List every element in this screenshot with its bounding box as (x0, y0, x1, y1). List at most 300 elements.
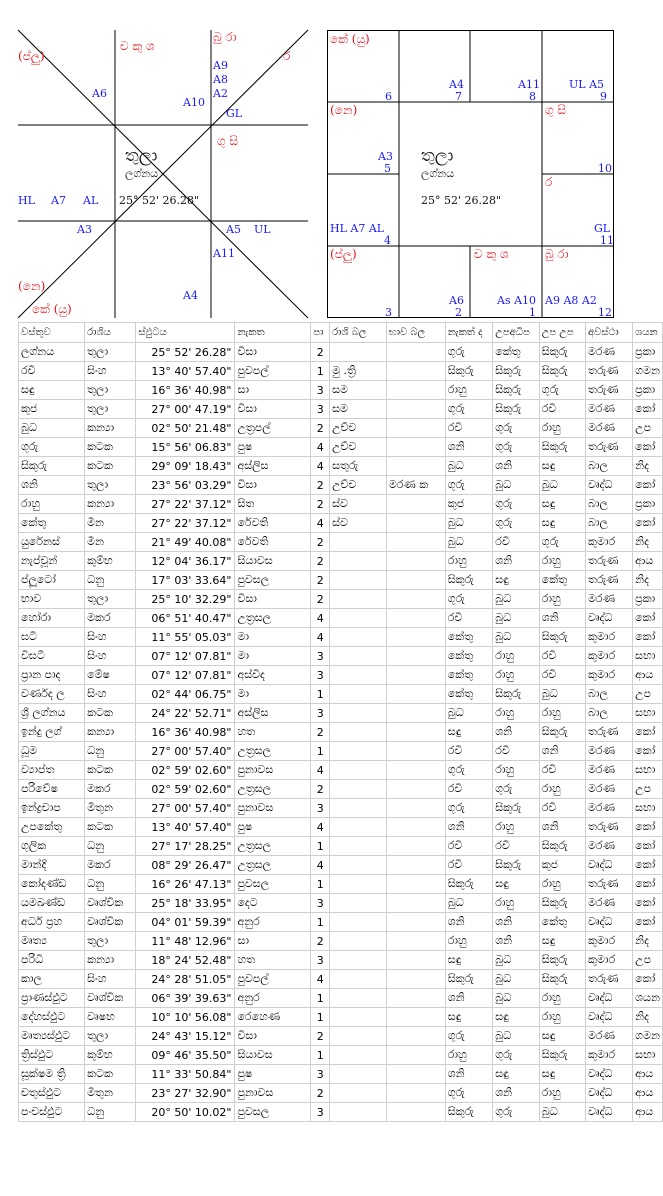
cell-sub-lord: සඳු (493, 875, 540, 894)
cell-object: ඝටි (19, 628, 85, 647)
cell-pada: 1 (311, 989, 330, 1008)
cell-rasi-bala: සම (330, 400, 387, 419)
cell-bhava-bala (386, 761, 445, 780)
cell-avastha: කුමාර (586, 932, 633, 951)
table-row (19, 837, 663, 856)
cell-avastha: තරුණ (586, 970, 633, 989)
south-center-sign: තුලා (421, 146, 454, 166)
header-pada: පා (311, 323, 330, 343)
cell-sign: ධනු (85, 1103, 136, 1122)
cell-sub-lord: බුධ (493, 970, 540, 989)
cell-shayana: නිද (633, 571, 663, 590)
table-row (19, 438, 663, 457)
cell-avastha: තරුණ (586, 381, 633, 400)
cell-longitude: 09° 46' 35.50" (136, 1046, 235, 1065)
cell-sign: මකර (85, 609, 136, 628)
header-nakshatra: නැකත (235, 323, 311, 343)
cell-longitude: 02° 59' 02.60" (136, 761, 235, 780)
cell-bhava-bala (386, 1027, 445, 1046)
cell-avastha: තරුණ (586, 818, 633, 837)
cell-sub-sub-lord: රාහු (539, 1084, 585, 1103)
cell-rasi-bala (330, 913, 387, 932)
cell-sign: තුලා (85, 590, 136, 609)
cell-shayana: සභා (633, 761, 663, 780)
cell-nakshatra: මා (235, 628, 311, 647)
table-body (19, 343, 663, 1122)
cell-object: ප්ලූටෝ (19, 571, 85, 590)
cell-sub-sub-lord: සිකුරු (539, 723, 585, 742)
cell-avastha: මරණ (586, 400, 633, 419)
cell-nakshatra-lord: ගුරු (445, 476, 492, 495)
cell-sub-lord: රවි (493, 533, 540, 552)
cell-shayana: උප (633, 685, 663, 704)
cell-object: නැප්චූන් (19, 552, 85, 571)
table-row (19, 476, 663, 495)
header-sign: රාශිය (85, 323, 136, 343)
cell-avastha: කුමාර (586, 1046, 633, 1065)
table-row (19, 495, 663, 514)
cell-nakshatra-lord: ශනි (445, 818, 492, 837)
cell-nakshatra-lord: සිකුරු (445, 362, 492, 381)
cell-rasi-bala: උච්ච (330, 438, 387, 457)
cell-avastha: බාල (586, 704, 633, 723)
cell-longitude: 27° 00' 57.40" (136, 799, 235, 818)
table-row (19, 704, 663, 723)
cell-sub-sub-lord: සිකුරු (539, 362, 585, 381)
table-row (19, 875, 663, 894)
cell-pada: 2 (311, 419, 330, 438)
cell-nakshatra: පුනාවස (235, 761, 311, 780)
cell-sign: මිතුන (85, 1084, 136, 1103)
cell-nakshatra-lord: රාහු (445, 932, 492, 951)
cell-bhava-bala (386, 837, 445, 856)
cell-nakshatra-lord: සිකුරු (445, 970, 492, 989)
cell-object: උපකේතු (19, 818, 85, 837)
cell-nakshatra-lord: බුධ (445, 457, 492, 476)
cell-sign: සිංහ (85, 628, 136, 647)
cell-avastha: කුමාර (586, 666, 633, 685)
cell-rasi-bala (330, 1084, 387, 1103)
south-label-house-12: 12 (598, 306, 612, 319)
cell-nakshatra-lord: සිකුරු (445, 1103, 492, 1122)
cell-bhava-bala (386, 989, 445, 1008)
cell-sub-sub-lord: රාහු (539, 552, 585, 571)
cell-bhava-bala (386, 742, 445, 761)
cell-object: යමඛණ්ඩ (19, 894, 85, 913)
cell-object: ගුලික (19, 837, 85, 856)
cell-pada: 2 (311, 1027, 330, 1046)
cell-avastha: මරණ (586, 1027, 633, 1046)
cell-avastha: මරණ (586, 761, 633, 780)
cell-sub-sub-lord: ශනි (539, 609, 585, 628)
south-label-house-4: 4 (384, 234, 391, 247)
cell-pada: 4 (311, 457, 330, 476)
cell-pada: 1 (311, 362, 330, 381)
cell-pada: 2 (311, 571, 330, 590)
header-nakshatra-lord: නැකත් ද (445, 323, 492, 343)
cell-longitude: 27° 00' 47.19" (136, 400, 235, 419)
cell-shayana: සභා (633, 704, 663, 723)
header-object: වස්තුව (19, 323, 85, 343)
cell-sub-lord: සිකුරු (493, 685, 540, 704)
cell-sub-lord: ගුරු (493, 514, 540, 533)
cell-sub-sub-lord: කුජ (539, 856, 585, 875)
cell-object: ශනි (19, 476, 85, 495)
cell-pada: 3 (311, 647, 330, 666)
cell-rasi-bala (330, 1027, 387, 1046)
north-label-a7: A7 (51, 194, 66, 207)
cell-sub-lord: ගුරු (493, 419, 540, 438)
cell-pada: 2 (311, 780, 330, 799)
cell-pada: 3 (311, 894, 330, 913)
table-row (19, 1065, 663, 1084)
cell-sign: කටක (85, 1065, 136, 1084)
cell-object: පරිවේෂ (19, 780, 85, 799)
cell-nakshatra: අස්විද (235, 666, 311, 685)
cell-shayana: කෝ (633, 723, 663, 742)
north-label-a8: A8 (213, 73, 228, 86)
cell-shayana: කෝ (633, 875, 663, 894)
cell-sub-lord: ශනි (493, 1084, 540, 1103)
cell-object: ලග්නය (19, 343, 85, 362)
cell-sub-sub-lord: සිකුරු (539, 438, 585, 457)
cell-sub-sub-lord: ගුරු (539, 381, 585, 400)
cell-sub-sub-lord: සිකුරු (539, 628, 585, 647)
cell-object: විඝටි (19, 647, 85, 666)
cell-sign: කන්‍යා (85, 419, 136, 438)
cell-nakshatra: පුවසල (235, 571, 311, 590)
cell-nakshatra-lord: ශනි (445, 913, 492, 932)
cell-rasi-bala (330, 761, 387, 780)
cell-pada: 1 (311, 837, 330, 856)
cell-nakshatra-lord: රවි (445, 419, 492, 438)
cell-rasi-bala: ස්ව (330, 514, 387, 533)
south-label-house-11: 11 (600, 234, 614, 247)
cell-pada: 4 (311, 609, 330, 628)
cell-avastha: වෘද්ධ (586, 1008, 633, 1027)
cell-sub-lord: සිකුරු (493, 400, 540, 419)
cell-nakshatra-lord: ශනි (445, 1065, 492, 1084)
cell-rasi-bala (330, 1103, 387, 1122)
table-row (19, 1046, 663, 1065)
cell-shayana: සභා (633, 799, 663, 818)
table-row (19, 932, 663, 951)
table-header-row (19, 323, 663, 343)
cell-nakshatra-lord: ගුරු (445, 799, 492, 818)
cell-rasi-bala (330, 723, 387, 742)
cell-longitude: 16° 26' 47.13" (136, 875, 235, 894)
cell-sub-lord: සඳු (493, 1065, 540, 1084)
cell-sub-lord: ශනි (493, 913, 540, 932)
cell-bhava-bala (386, 1084, 445, 1103)
cell-avastha: තරුණ (586, 723, 633, 742)
north-label-va-ku-sha: ච කු ශ (120, 39, 155, 53)
cell-nakshatra-lord: සඳු (445, 723, 492, 742)
table-row (19, 951, 663, 970)
cell-sub-lord: බුධ (493, 951, 540, 970)
cell-longitude: 24° 28' 51.05" (136, 970, 235, 989)
cell-bhava-bala (386, 780, 445, 799)
cell-object: රාහු (19, 495, 85, 514)
cell-longitude: 07° 12' 07.81" (136, 666, 235, 685)
table-row (19, 685, 663, 704)
cell-sub-lord: ගුරු (493, 495, 540, 514)
cell-nakshatra-lord: ශනි (445, 438, 492, 457)
cell-avastha: මරණ (586, 419, 633, 438)
cell-longitude: 02° 59' 02.60" (136, 780, 235, 799)
south-label-house-5: 5 (384, 162, 391, 175)
table-row (19, 628, 663, 647)
table-row (19, 552, 663, 571)
cell-nakshatra: අස්ලිස (235, 704, 311, 723)
cell-nakshatra-lord: රාහු (445, 381, 492, 400)
cell-pada: 4 (311, 856, 330, 875)
cell-bhava-bala (386, 875, 445, 894)
cell-sign: කටක (85, 818, 136, 837)
cell-object: සඳු (19, 381, 85, 400)
north-label-ke-ya: කේ (යු) (32, 302, 72, 316)
south-label-a9-a8-a2: A9 A8 A2 (545, 294, 597, 307)
cell-bhava-bala (386, 913, 445, 932)
cell-sign: කුම්භ (85, 552, 136, 571)
cell-rasi-bala (330, 628, 387, 647)
cell-rasi-bala (330, 837, 387, 856)
cell-sub-lord: ශනි (493, 457, 540, 476)
cell-sub-sub-lord: රාහු (539, 780, 585, 799)
cell-rasi-bala: උච්ච (330, 476, 387, 495)
cell-nakshatra: පුෂ (235, 438, 311, 457)
cell-sub-sub-lord: රවි (539, 761, 585, 780)
table-row (19, 1008, 663, 1027)
cell-nakshatra-lord: කේතු (445, 666, 492, 685)
cell-nakshatra: විසා (235, 590, 311, 609)
cell-sub-sub-lord: රාහු (539, 875, 585, 894)
cell-nakshatra: සා (235, 932, 311, 951)
cell-shayana: කෝ (633, 970, 663, 989)
cell-object: ව්‍යාප්ත (19, 761, 85, 780)
cell-avastha: කුමාර (586, 647, 633, 666)
cell-shayana: කෝ (633, 400, 663, 419)
cell-object: බුධ (19, 419, 85, 438)
cell-object: මෘත්‍ය (19, 932, 85, 951)
north-label-a2: A2 (213, 87, 228, 100)
south-label-bu-ra: බු රා (545, 247, 569, 261)
cell-sub-lord: සිකුරු (493, 856, 540, 875)
cell-nakshatra-lord: බුධ (445, 533, 492, 552)
south-chart-lines (0, 0, 663, 320)
cell-longitude: 17° 03' 33.64" (136, 571, 235, 590)
cell-rasi-bala (330, 894, 387, 913)
north-center-sign: තුලා (125, 146, 158, 166)
table-row (19, 590, 663, 609)
cell-longitude: 04° 01' 59.39" (136, 913, 235, 932)
cell-pada: 1 (311, 742, 330, 761)
cell-bhava-bala (386, 1065, 445, 1084)
north-label-ra-corner: ර (283, 49, 291, 63)
cell-longitude: 27° 22' 37.12" (136, 514, 235, 533)
cell-bhava-bala (386, 457, 445, 476)
cell-rasi-bala: ස්ව (330, 495, 387, 514)
cell-sign: තුලා (85, 932, 136, 951)
cell-shayana: ගමන (633, 362, 663, 381)
cell-nakshatra: උත්‍රපල් (235, 419, 311, 438)
cell-longitude: 24° 22' 52.71" (136, 704, 235, 723)
cell-bhava-bala (386, 533, 445, 552)
cell-sub-sub-lord: රාහු (539, 1008, 585, 1027)
cell-bhava-bala (386, 609, 445, 628)
north-center-label: ලග්නය (125, 167, 159, 180)
cell-nakshatra-lord: රවි (445, 780, 492, 799)
cell-sub-lord: රවි (493, 837, 540, 856)
table-row (19, 647, 663, 666)
cell-sign: තුලා (85, 1027, 136, 1046)
header-longitude: ස්ඵුටය (136, 323, 235, 343)
cell-nakshatra: පුවසල (235, 1103, 311, 1122)
cell-sub-sub-lord: සඳු (539, 495, 585, 514)
cell-avastha: වෘද්ධ (586, 609, 633, 628)
cell-rasi-bala (330, 856, 387, 875)
cell-bhava-bala (386, 590, 445, 609)
cell-sub-lord: ගුරු (493, 438, 540, 457)
cell-avastha: බාල (586, 495, 633, 514)
table-row (19, 400, 663, 419)
cell-shayana: කෝ (633, 514, 663, 533)
cell-sub-sub-lord: රවි (539, 647, 585, 666)
south-label-a6: A6 (449, 294, 464, 307)
cell-longitude: 10° 10' 56.08" (136, 1008, 235, 1027)
cell-sub-lord: බුධ (493, 609, 540, 628)
cell-nakshatra: සියාවස (235, 552, 311, 571)
cell-sub-sub-lord: බුධ (539, 685, 585, 704)
cell-nakshatra: අනුර (235, 989, 311, 1008)
cell-nakshatra: සියාවස (235, 1046, 311, 1065)
south-label-as-a10: As A10 (497, 294, 537, 307)
cell-sign: වෘෂභ (85, 1008, 136, 1027)
cell-object: කේතු (19, 514, 85, 533)
cell-sub-lord: ශනි (493, 932, 540, 951)
cell-sub-lord: රාහු (493, 666, 540, 685)
cell-sub-lord: බුධ (493, 1027, 540, 1046)
cell-nakshatra: හත (235, 951, 311, 970)
cell-sub-lord: සිකුරු (493, 362, 540, 381)
cell-sub-lord: රාහු (493, 761, 540, 780)
cell-sign: සිංහ (85, 970, 136, 989)
cell-nakshatra: සිත (235, 495, 311, 514)
cell-sign: මීන (85, 514, 136, 533)
cell-pada: 4 (311, 818, 330, 837)
cell-nakshatra: අස්ලිස (235, 457, 311, 476)
cell-nakshatra: උත්‍රසල (235, 780, 311, 799)
cell-longitude: 20° 50' 10.02" (136, 1103, 235, 1122)
cell-nakshatra: පුවසල (235, 875, 311, 894)
cell-bhava-bala (386, 799, 445, 818)
south-label-va-ku-sha: ච කු ශ (474, 247, 509, 261)
cell-nakshatra: හත (235, 723, 311, 742)
cell-nakshatra-lord: ගුරු (445, 590, 492, 609)
cell-nakshatra: රෙහෙණ (235, 1008, 311, 1027)
north-label-ul: UL (254, 223, 271, 236)
south-label-house-7: 7 (455, 90, 462, 103)
cell-nakshatra-lord: ගුරු (445, 1027, 492, 1046)
cell-object: ධූම (19, 742, 85, 761)
cell-sub-sub-lord: ශනි (539, 818, 585, 837)
table-row (19, 362, 663, 381)
cell-bhava-bala (386, 1103, 445, 1122)
cell-object: අර්ධ ප්‍රහ (19, 913, 85, 932)
cell-longitude: 11° 33' 50.84" (136, 1065, 235, 1084)
cell-sub-lord: සඳු (493, 571, 540, 590)
cell-sub-lord: බුධ (493, 989, 540, 1008)
cell-nakshatra: විසා (235, 476, 311, 495)
cell-longitude: 27° 00' 57.40" (136, 742, 235, 761)
cell-nakshatra-lord: රාහු (445, 552, 492, 571)
cell-pada: 4 (311, 514, 330, 533)
cell-pada: 4 (311, 761, 330, 780)
cell-sub-sub-lord: සිකුරු (539, 970, 585, 989)
cell-sub-sub-lord: සඳු (539, 457, 585, 476)
cell-pada: 2 (311, 932, 330, 951)
cell-shayana: ශයන (633, 989, 663, 1008)
cell-nakshatra-lord: රවි (445, 609, 492, 628)
cell-object: ශ්‍රී ලග්නය (19, 704, 85, 723)
cell-pada: 1 (311, 1008, 330, 1027)
cell-sub-sub-lord: සඳු (539, 932, 585, 951)
cell-sub-lord: කේතු (493, 343, 540, 362)
cell-bhava-bala (386, 647, 445, 666)
cell-pada: 2 (311, 476, 330, 495)
cell-pada: 2 (311, 590, 330, 609)
cell-object: මාන්දි (19, 856, 85, 875)
cell-sign: ධනු (85, 742, 136, 761)
cell-pada: 2 (311, 1084, 330, 1103)
cell-sign: තුලා (85, 400, 136, 419)
cell-rasi-bala: මු .ත්‍රි (330, 362, 387, 381)
cell-avastha: තරුණ (586, 571, 633, 590)
cell-object: හෝරා (19, 609, 85, 628)
cell-nakshatra-lord: ගුරු (445, 1084, 492, 1103)
cell-avastha: මරණ (586, 590, 633, 609)
cell-bhava-bala (386, 495, 445, 514)
cell-bhava-bala (386, 951, 445, 970)
table-row (19, 533, 663, 552)
cell-rasi-bala (330, 552, 387, 571)
north-label-ne: (නෙ) (18, 279, 46, 293)
cell-nakshatra: විසා (235, 400, 311, 419)
cell-rasi-bala: සතුරු (330, 457, 387, 476)
cell-avastha: මරණ (586, 894, 633, 913)
cell-shayana: ප්‍රකා (633, 343, 663, 362)
cell-bhava-bala (386, 1008, 445, 1027)
cell-sub-sub-lord: සිකුරු (539, 894, 585, 913)
cell-rasi-bala (330, 932, 387, 951)
cell-sign: තුලා (85, 343, 136, 362)
cell-nakshatra-lord: බුධ (445, 894, 492, 913)
cell-object: ගුරු (19, 438, 85, 457)
cell-sub-lord: රාහු (493, 647, 540, 666)
cell-object: සිකුරු (19, 457, 85, 476)
cell-sign: ධනු (85, 837, 136, 856)
cell-longitude: 16° 36' 40.98" (136, 723, 235, 742)
cell-rasi-bala (330, 666, 387, 685)
cell-bhava-bala (386, 438, 445, 457)
cell-bhava-bala (386, 628, 445, 647)
cell-bhava-bala (386, 704, 445, 723)
cell-nakshatra-lord: ශනි (445, 989, 492, 1008)
cell-pada: 3 (311, 951, 330, 970)
cell-shayana: ආය (633, 1084, 663, 1103)
cell-bhava-bala (386, 932, 445, 951)
table-row (19, 723, 663, 742)
